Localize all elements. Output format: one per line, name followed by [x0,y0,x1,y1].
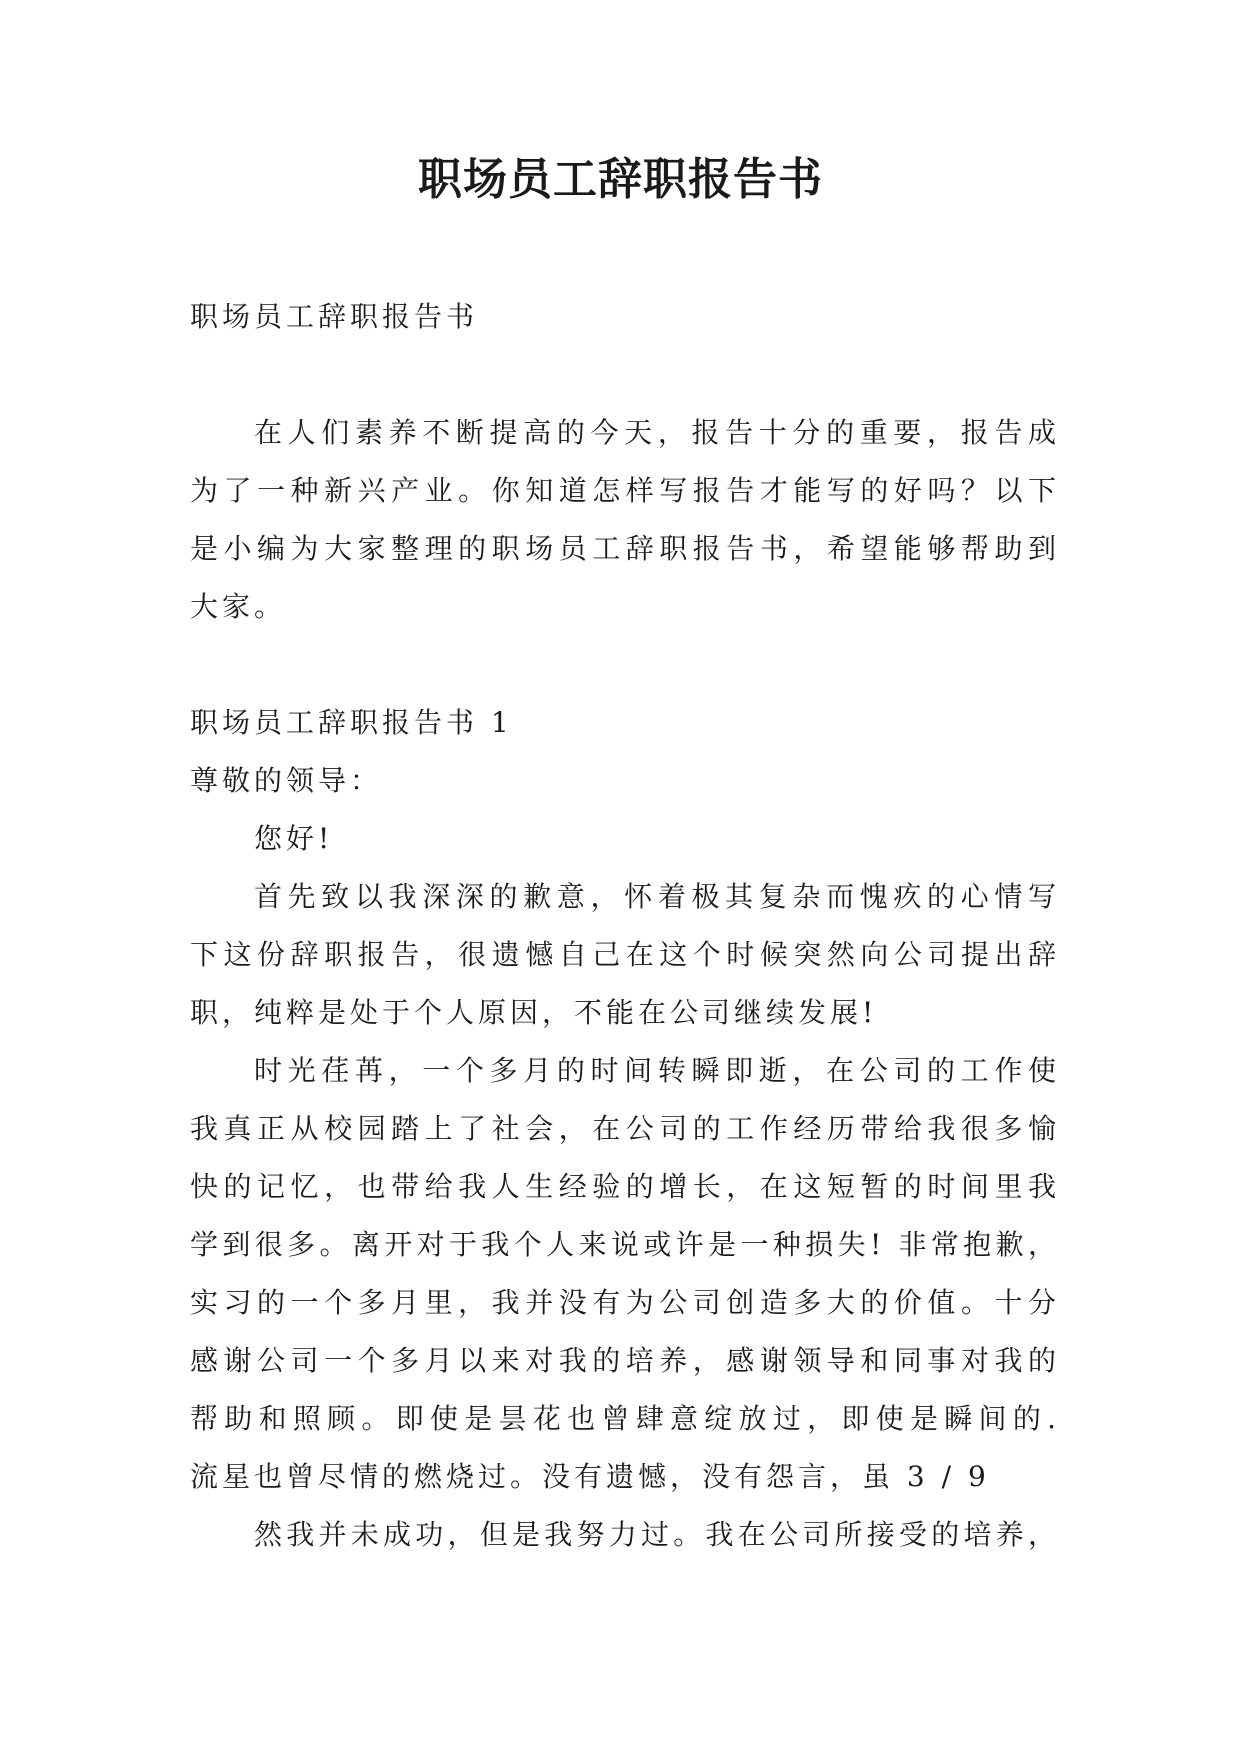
paragraph-line: 大家。 [190,590,287,623]
paragraph-line: 时光荏苒，一个多月的时间转瞬即逝，在公司的工作使 [254,1054,1060,1087]
paragraph-line: 帮助和照顾。即使是昙花也曾肆意绽放过，即使是瞬间的. [190,1402,1060,1435]
paragraph-line: 快的记忆，也带给我人生经验的增长，在这短暂的时间里我 [190,1170,1060,1203]
paragraph-line-with-page-number: 流星也曾尽情的燃烧过。没有遗憾，没有怨言，虽 3 / 9 [190,1460,990,1493]
greeting: 您好! [254,822,334,855]
document-title: 职场员工辞职报告书 [418,154,823,205]
paragraph-line: 实习的一个多月里，我并没有为公司创造多大的价值。十分 [190,1286,1060,1319]
paragraph-line: 感谢公司一个多月以来对我的培养，感谢领导和同事对我的 [190,1344,1060,1377]
paragraph-line: 学到很多。离开对于我个人来说或许是一种损失! 非常抱歉， [190,1228,1060,1261]
paragraph-line: 在人们素养不断提高的今天，报告十分的重要，报告成 [254,416,1060,449]
salutation: 尊敬的领导： [190,764,383,797]
paragraph-line: 下这份辞职报告，很遗憾自己在这个时候突然向公司提出辞 [190,938,1060,971]
blank-line [190,346,1060,404]
subtitle-line: 职场员工辞职报告书 [190,300,479,333]
paragraph-line: 首先致以我深深的歉意，怀着极其复杂而愧疚的心情写 [254,880,1060,913]
section-heading: 职场员工辞职报告书 1 [190,706,513,739]
paragraph-line: 职，纯粹是处于个人原因，不能在公司继续发展! [190,996,878,1029]
paragraph-line: 是小编为大家整理的职场员工辞职报告书，希望能够帮助到 [190,532,1060,565]
document-body [190,288,1060,1564]
paragraph-line: 我真正从校园踏上了社会，在公司的工作经历带给我很多愉 [190,1112,1060,1145]
paragraph-line: 然我并未成功，但是我努力过。我在公司所接受的培养， [254,1518,1060,1551]
paragraph-line: 为了一种新兴产业。你知道怎样写报告才能写的好吗？以下 [190,474,1060,507]
blank-line [190,636,1060,694]
